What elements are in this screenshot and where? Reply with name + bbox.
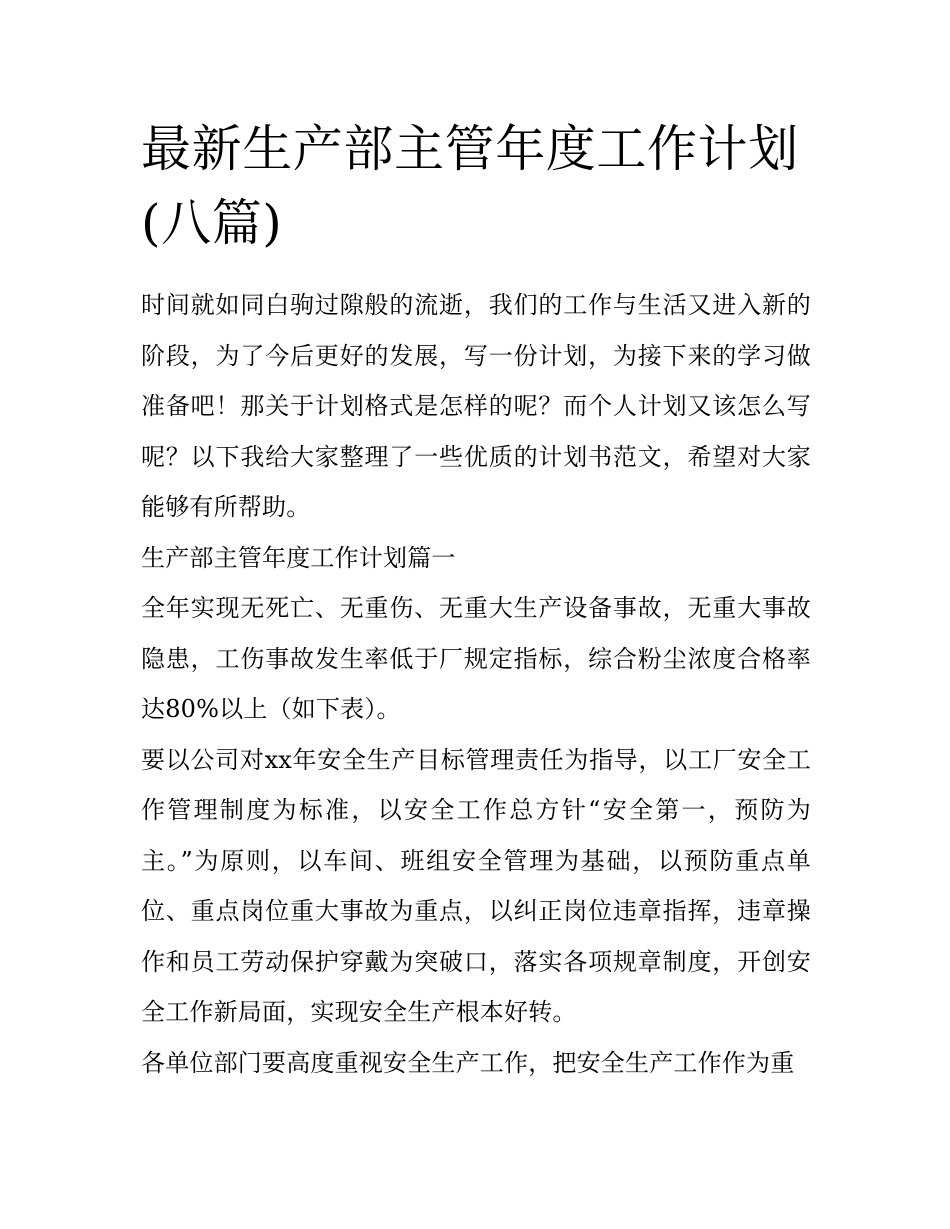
- document-body: [141, 280, 811, 1088]
- guideline-paragraph: 要以公司对xx年安全生产目标管理责任为指导，以工厂安全工作管理制度为标准，以安全工作总方针“安全第一，预防为主。”为原则，以车间、班组安全管理为基础，以预防重点单位、重点岗位重大事故为重点，以纠正岗位违章指挥，违章操作和员工劳动保护穿戴为突破口，落实各项规章制度，开创安全工作新局面，实现安全生产根本好转。: [141, 745, 811, 1026]
- intro-paragraph: 时间就如同白驹过隙般的流逝，我们的工作与生活又进入新的阶段，为了今后更好的发展，写一份计划，为接下来的学习做准备吧！那关于计划格式是怎样的呢？而个人计划又该怎么写呢？以下我给大家整理了一些优质的计划书范文，希望对大家能够有所帮助。: [141, 291, 811, 521]
- requirement-paragraph: 各单位部门要高度重视安全生产工作，把安全生产工作作为重: [141, 1048, 795, 1077]
- document-title: 最新生产部主管年度工作计划(八篇): [141, 120, 799, 252]
- document-content: [141, 112, 811, 1088]
- goal-paragraph: 全年实现无死亡、无重伤、无重大生产设备事故，无重大事故隐患，工伤事故发生率低于厂规定指标，综合粉尘浓度合格率达80%以上（如下表）。: [141, 594, 811, 723]
- section-heading: 生产部主管年度工作计划篇一: [141, 543, 456, 572]
